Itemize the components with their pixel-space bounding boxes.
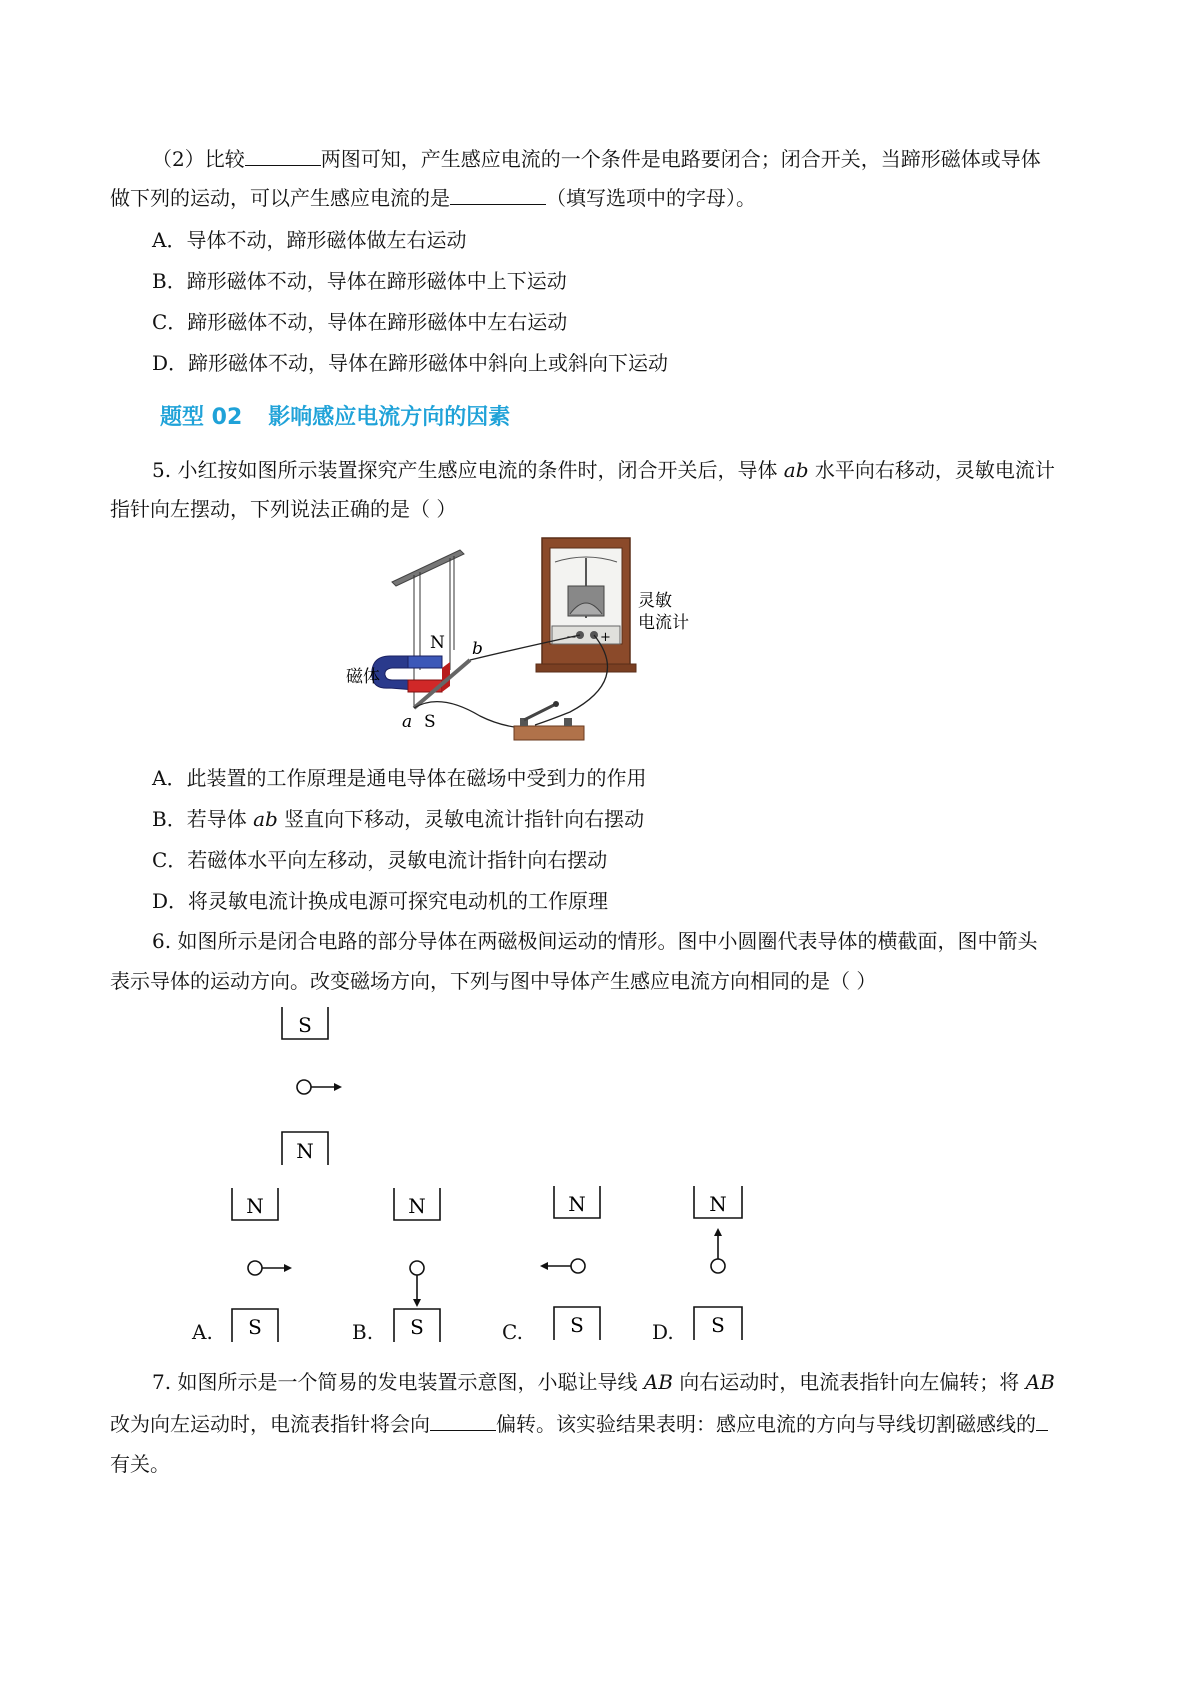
q5-line2: 指针向左摆动，下列说法正确的是（ ） <box>110 497 457 521</box>
arrow-down-icon <box>413 1299 421 1307</box>
q6-main-figure <box>270 1005 370 1170</box>
answer-blank[interactable] <box>450 182 546 205</box>
fig-label-a: a <box>402 712 413 732</box>
magnet-pole-bottom <box>282 1132 328 1165</box>
galvanometer-label-line2: 电流计 <box>638 613 689 633</box>
q5-option-b[interactable]: B．若导体 ab 竖直向下移动，灵敏电流计指针向右摆动 <box>152 807 645 831</box>
pole-top: N <box>246 1194 264 1218</box>
galvanometer-label-line1: 灵敏 <box>638 591 672 611</box>
q4-option-d[interactable]: D．蹄形磁体不动，导体在蹄形磁体中斜向上或斜向下运动 <box>152 351 669 375</box>
q6-line2: 表示导体的运动方向。改变磁场方向，下列与图中导体产生感应电流方向相同的是（ ） <box>110 969 877 993</box>
fig-label-s: S <box>424 712 436 732</box>
q4-part2-line1: （2）比较 两图可知，产生感应电流的一个条件是电路要闭合；闭合开关，当蹄形磁体或导体 <box>152 143 1041 174</box>
q6-option-a-label[interactable]: A. <box>192 1320 213 1344</box>
induction-apparatus-figure <box>330 530 710 755</box>
pole-top: N <box>408 1194 426 1218</box>
pole-bottom: S <box>711 1313 725 1337</box>
galvanometer <box>536 538 636 672</box>
conductor-cross-section <box>297 1080 342 1094</box>
q4-option-b[interactable]: B．蹄形磁体不动，导体在蹄形磁体中上下运动 <box>152 269 567 293</box>
svg-text:S: S <box>298 1013 312 1037</box>
q6-option-c-figure[interactable] <box>540 1184 640 1342</box>
pole-top: N <box>568 1192 586 1216</box>
q6-line1: 6. 如图所示是闭合电路的部分导体在两磁极间运动的情形。图中小圆圈代表导体的横截面，图中箭头 <box>152 929 1038 953</box>
q5-option-a[interactable]: A．此装置的工作原理是通电导体在磁场中受到力的作用 <box>152 766 647 790</box>
answer-blank[interactable] <box>245 143 321 166</box>
pole-bottom: S <box>410 1315 424 1339</box>
q6-option-d-figure[interactable] <box>688 1184 788 1342</box>
answer-blank[interactable] <box>430 1408 496 1431</box>
arrow-up-icon <box>714 1228 722 1236</box>
q6-option-b-label[interactable]: B. <box>352 1320 374 1344</box>
q5-line1: 5. 小红按如图所示装置探究产生感应电流的条件时，闭合开关后，导体 ab 水平向右移动，灵敏电流计 <box>152 458 1055 482</box>
arrow-left-icon <box>540 1262 548 1270</box>
arrow-right-icon <box>334 1083 342 1091</box>
q6-option-c-label[interactable]: C. <box>502 1320 523 1344</box>
q4-option-a[interactable]: A．导体不动，蹄形磁体做左右运动 <box>152 228 467 252</box>
q6-option-b-figure[interactable] <box>390 1186 490 1344</box>
arrow-right-icon <box>284 1264 292 1272</box>
q7-line1: 7. 如图所示是一个简易的发电装置示意图，小聪让导线 AB 向右运动时，电流表指针向左偏转；将 AB <box>152 1370 1055 1394</box>
galvanometer-plus: + <box>600 630 611 645</box>
fig-label-magnet: 磁体 <box>346 667 380 687</box>
q5-option-c[interactable]: C．若磁体水平向左移动，灵敏电流计指针向右摆动 <box>152 848 608 872</box>
pole-bottom: S <box>248 1315 262 1339</box>
fig-label-n: N <box>430 633 445 653</box>
magnet-pole-top <box>282 1007 328 1039</box>
pole-bottom: S <box>570 1313 584 1337</box>
q6-option-d-label[interactable]: D. <box>652 1320 674 1344</box>
fig-label-b: b <box>472 639 483 659</box>
q4-option-c[interactable]: C．蹄形磁体不动，导体在蹄形磁体中左右运动 <box>152 310 568 334</box>
svg-text:N: N <box>296 1139 314 1163</box>
q7-line2: 改为向左运动时，电流表指针将会向 偏转。该实验结果表明：感应电流的方向与导线切割磁感线的 <box>110 1408 1048 1439</box>
galvanometer-minus: − <box>566 630 577 645</box>
answer-blank[interactable] <box>1036 1408 1048 1431</box>
q4-part2-line2: 做下列的运动，可以产生感应电流的是 （填写选项中的字母）。 <box>110 182 756 213</box>
q6-option-a-figure[interactable] <box>228 1186 328 1344</box>
suspension-bar <box>392 550 464 586</box>
section-heading: 题型 02 影响感应电流方向的因素 <box>160 405 511 430</box>
pole-top: N <box>709 1192 727 1216</box>
q7-line3: 有关。 <box>110 1452 170 1476</box>
q5-option-d[interactable]: D．将灵敏电流计换成电源可探究电动机的工作原理 <box>152 889 609 913</box>
